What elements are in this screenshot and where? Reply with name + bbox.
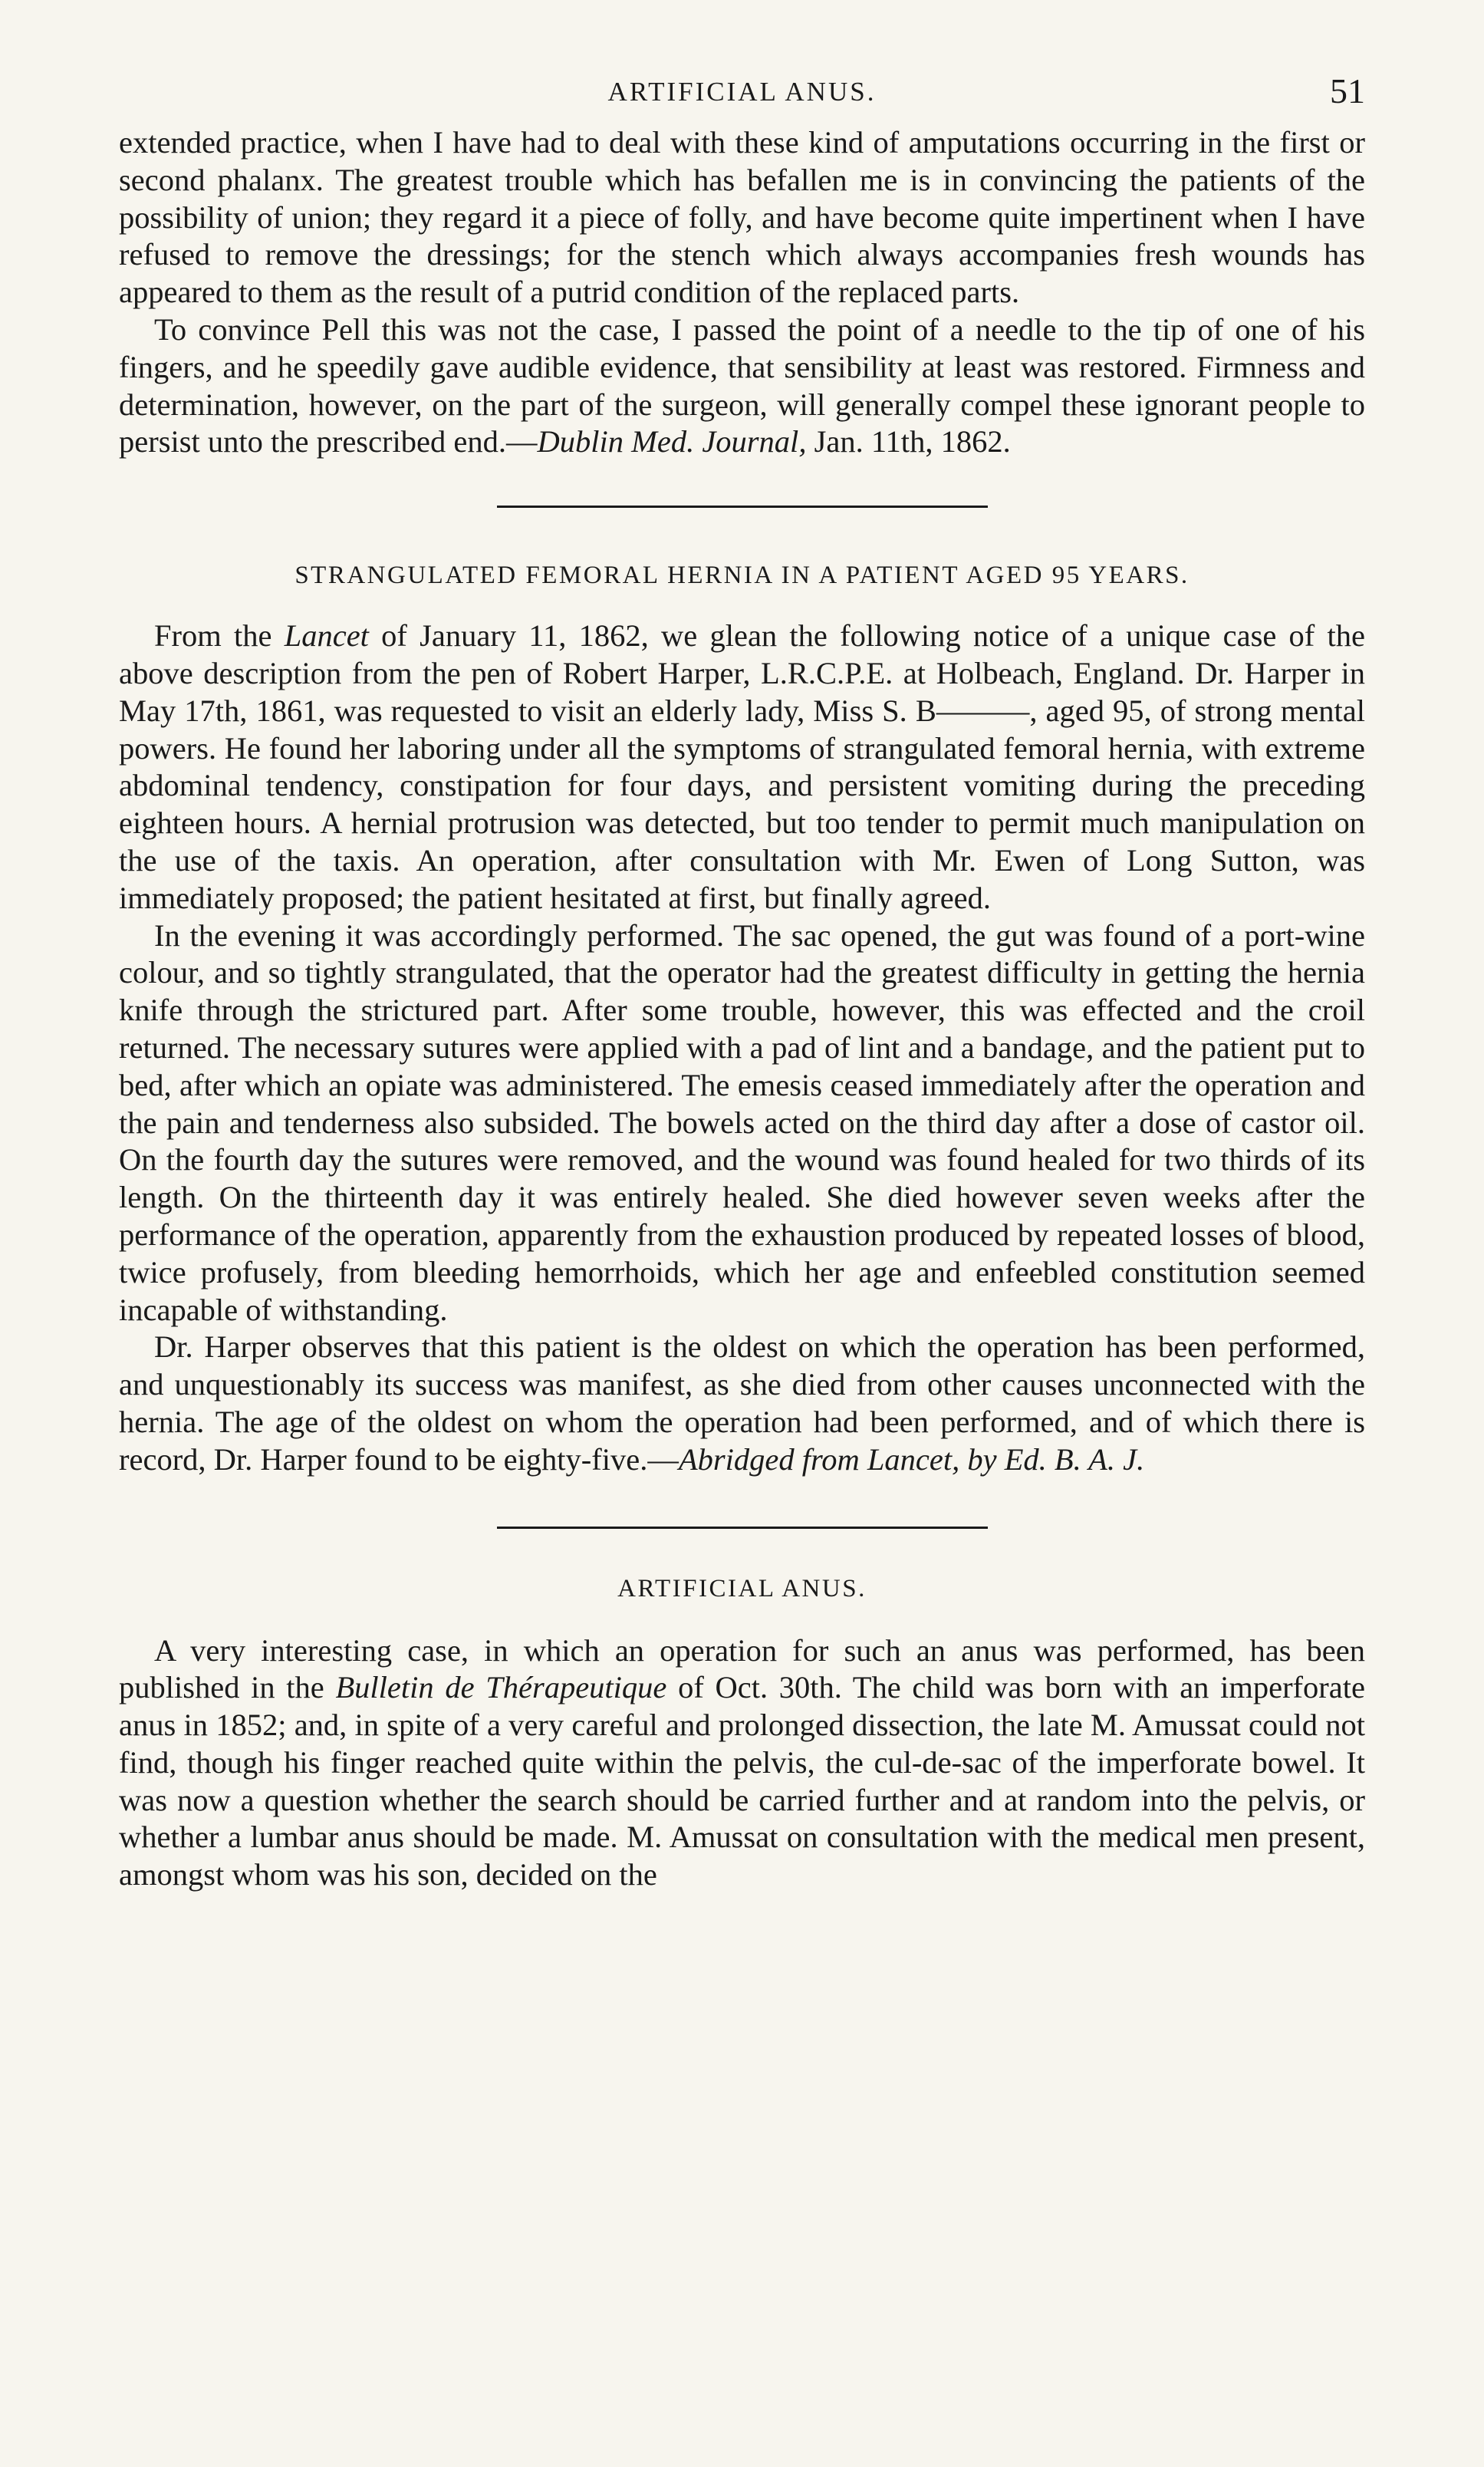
paragraph-text: of January 11, 1862, we glean the following notice of a unique case of the above description from the pen of Robert Harper, L.R.C.P.E. at Holbeach, England. Dr. Harper in May 17th, 1861, was requested to visit an elderly lady, Miss S. B———, aged 95, of strong mental powers. He found her laboring under all the symptoms of strangulated femoral hernia, with extreme abdominal tendency, constipation for four days, and persistent vomiting during the preceding eighteen hours. A hernial protrusion was detected, but too tender to permit much manipulation on the use of the taxis. An operation, after consultation with Mr. Ewen of Long Sutton, was immediately proposed; the patient hesitated at first, but finally agreed. [119,618,1365,915]
paragraph: In the evening it was accordingly performed. The sac opened, the gut was found of a port-wine colour, and so tightly strangulated, that the operator had the greatest difficulty in getting the hernia knife through the strictured part. After some trouble, however, this was effected and the croil returned. The necessary sutures were applied with a pad of lint and a bandage, and the patient put to bed, after which an opiate was administered. The emesis ceased immediately after the operation and the pain and tenderness also subsided. The bowels acted on the third day after a dose of castor oil. On the fourth day the sutures were removed, and the wound was found healed for two thirds of its length. On the thirteenth day it was entirely healed. She died however seven weeks after the performance of the operation, apparently from the exhaustion produced by repeated losses of blood, twice profusely, from bleeding hemorrhoids, which her age and enfeebled constitution seemed incapable of withstanding. [119,917,1365,1327]
paragraph-text: Dr. Harper observes that this patient is the oldest on which the operation has been performed, and unquestionably its success was manifest, as she died from other causes unconnected with the hernia. The age of the oldest on whom the operation had been performed, and of which there is record, Dr. Harper found to be eighty-five.— [119,1329,1365,1477]
source-citation: Dublin Med. Journal, [537,424,807,459]
paragraph-text: A very interesting case, in which an operation for such an anus was performed, has been published in the [119,1632,1365,1705]
section-heading: ARTIFICIAL ANUS. [617,1574,867,1602]
paragraph: extended practice, when I have had to deal with these kind of amputations occurring in the first or second phalanx. The greatest trouble which has befallen me is in convincing the patients of the possibility of union; they regard it a piece of folly, and have become quite impertinent when I have refused to remove the dressings; for the stench which always accompanies fresh wounds has appeared to them as the result of a putrid condition of the replaced parts. [119,125,1365,310]
source-citation: Bulletin de Thérapeutique [335,1670,667,1705]
section-divider [497,1527,988,1529]
running-head [119,71,1365,124]
paragraph-text: of Oct. 30th. The child was born with an imperforate anus in 1852; and, in spite of a very careful and prolonged dissection, the late M. Amussat could not find, though his finger reached quite within the pelvis, the cul-de-sac of the imperforate bowel. It was now a question whether the search should be carried further and at random into the pelvis, or whether a lumbar anus should be made. M. Amussat on consultation with the medical men present, amongst whom was his son, decided on the [119,1670,1365,1892]
paragraph [119,1329,1365,1478]
citation-date: Jan. 11th, 1862. [806,424,1011,459]
section-hernia-article [119,562,1365,1478]
section-divider [497,506,988,508]
paragraph-text: To convince Pell this was not the case, I passed the point of a needle to the tip of one of his fingers, and he speedily gave audible evidence, that sensibility at least was restored. Firmness and determination, however, on the part of the surgeon, will generally compel these ignorant people to persist unto the prescribed end.— [119,311,1365,459]
source-citation: Abridged from Lancet, by Ed. B. A. J. [678,1441,1145,1477]
paragraph-text: From the [154,618,285,654]
page-number: 51 [1330,71,1365,110]
paragraph [119,311,1365,461]
paragraph [119,618,1365,917]
paragraph [119,1632,1365,1895]
source-citation: Lancet [284,618,369,654]
section-heading: STRANGULATED FEMORAL HERNIA IN A PATIENT AGED 95 YEARS. [294,562,1190,590]
running-title: ARTIFICIAL ANUS. [607,77,877,107]
section-continued-article [119,124,1365,461]
section-artificial-anus-article [119,1575,1365,1895]
